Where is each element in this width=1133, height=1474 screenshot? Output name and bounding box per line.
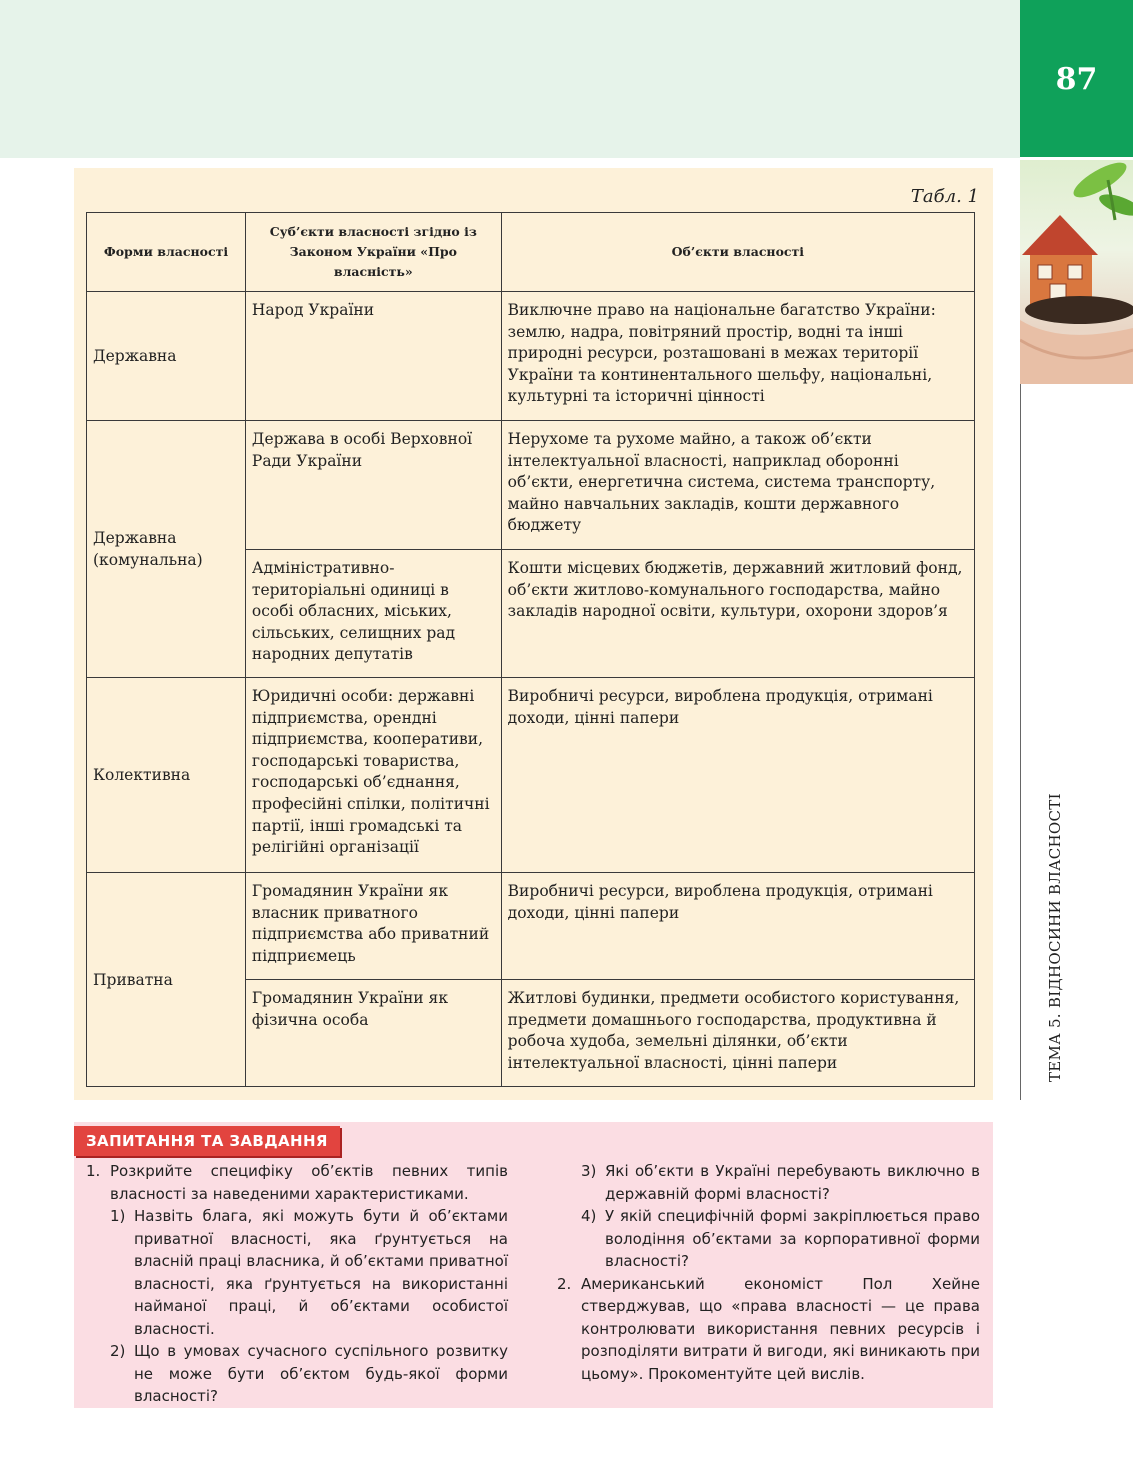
cell-subject: Народ України: [245, 292, 501, 421]
header-forms: Форми власності: [87, 213, 246, 292]
side-divider: [1020, 384, 1021, 1100]
cell-subject: Держава в особі Верховної Ради України: [245, 421, 501, 550]
table-row: [87, 292, 975, 421]
question-1-3: [557, 1160, 980, 1205]
cell-subject: Адміністративно-територіальні одиниці в особі обласних, міських, сільських, селищних рад народних депутатів: [245, 550, 501, 678]
question-2: [557, 1273, 980, 1386]
property-forms-table: [86, 212, 975, 1087]
cell-object: Виробничі ресурси, вироблена продукція, отримані доходи, цінні папери: [501, 873, 974, 980]
questions-title: ЗАПИТАННЯ ТА ЗАВДАННЯ: [74, 1126, 340, 1156]
question-text: Що в умовах сучасного суспільного розвитку не може бути об’єктом будь-якої форми власності?: [134, 1342, 508, 1405]
topic-running-title: ТЕМА 5. ВІДНОСИНИ ВЛАСНОСТІ: [1046, 793, 1064, 1082]
question-number: 2.: [557, 1274, 572, 1293]
question-1-4: [557, 1205, 980, 1273]
question-number: 2): [110, 1342, 126, 1360]
cell-subject: Громадянин України як фізична особа: [245, 980, 501, 1087]
table-row: [87, 873, 975, 980]
cell-object: Кошти місцевих бюджетів, державний житловий фонд, об’єкти житлово-комунального господарства, майно закладів народної освіти, культури, охорони здоров’я: [501, 550, 974, 678]
cell-object: Виробничі ресурси, вироблена продукція, отримані доходи, цінні папери: [501, 678, 974, 873]
question-text: Які об’єкти в Україні перебувають виключно в державній формі власності?: [605, 1162, 980, 1203]
house-illustration: [1020, 160, 1133, 384]
questions-column-left: [86, 1160, 508, 1408]
cell-subject: Юридичні особи: державні підприємства, орендні підприємства, кооперативи, господарські товариства, господарські об’єднання, професійні спілки, політичні партії, інші громадські та релігійні організації: [245, 678, 501, 873]
cell-object: Нерухоме та рухоме майно, а також об’єкти інтелектуальної власності, наприклад оборонні об’єкти, енергетична система, система транспорту, майно навчальних закладів, кошти державного бюджету: [501, 421, 974, 550]
question-number: 4): [581, 1207, 597, 1225]
table-row: [87, 678, 975, 873]
cell-object: Житлові будинки, предмети особистого користування, предмети домашнього господарства, продуктивна й робоча худоба, земельні ділянки, об’єкти інтелектуальної власності, цінні папери: [501, 980, 974, 1087]
table-header-row: [87, 213, 975, 292]
question-1: [86, 1160, 508, 1205]
question-number: 1.: [86, 1162, 101, 1180]
question-number: 3): [581, 1162, 597, 1180]
house-in-hands-photo: [1020, 160, 1133, 384]
question-text: Американський економіст Пол Хейне стверджував, що «права власності — це права контролювати використання певних ресурсів і розподіляти витрати й вигоди, які виникають при цьому». Прокоментуйте цей вислів.: [581, 1274, 980, 1383]
question-1-2: [86, 1340, 508, 1408]
table-caption: Табл. 1: [910, 186, 979, 207]
cell-form: Колективна: [87, 678, 246, 873]
question-text: Розкрийте специфіку об’єктів певних типів власності за наведеними характеристиками.: [110, 1162, 508, 1203]
question-text: Назвіть блага, які можуть бути й об’єктами приватної власності, яка ґрунтується на власній праці власника, й об’єктами приватної власності, яка ґрунтується на використанні найманої праці, й об’єктами особистої власності.: [134, 1207, 508, 1338]
header-band: [0, 0, 1020, 158]
questions-column-right: [557, 1160, 980, 1385]
question-1-1: [86, 1205, 508, 1340]
table-row: [87, 421, 975, 550]
page-number: 87: [1055, 62, 1098, 97]
table-panel: [74, 168, 993, 1100]
header-subjects: Суб’єкти власності згідно із Законом України «Про власність»: [245, 213, 501, 292]
question-number: 1): [110, 1207, 126, 1225]
cell-form: Державна (комунальна): [87, 421, 246, 678]
header-objects: Об’єкти власності: [501, 213, 974, 292]
cell-form: Державна: [87, 292, 246, 421]
cell-form: Приватна: [87, 873, 246, 1087]
cell-object: Виключне право на національне багатство України: землю, надра, повітряний простір, водні та інші природні ресурси, розташовані в межах території України та континентального шельфу, національні, культурні та історичні цінності: [501, 292, 974, 421]
cell-subject: Громадянин України як власник приватного підприємства або приватний підприємець: [245, 873, 501, 980]
question-text: У якій специфічній формі закріплюється право володіння об’єктами за корпоративної форми власності?: [605, 1207, 980, 1270]
